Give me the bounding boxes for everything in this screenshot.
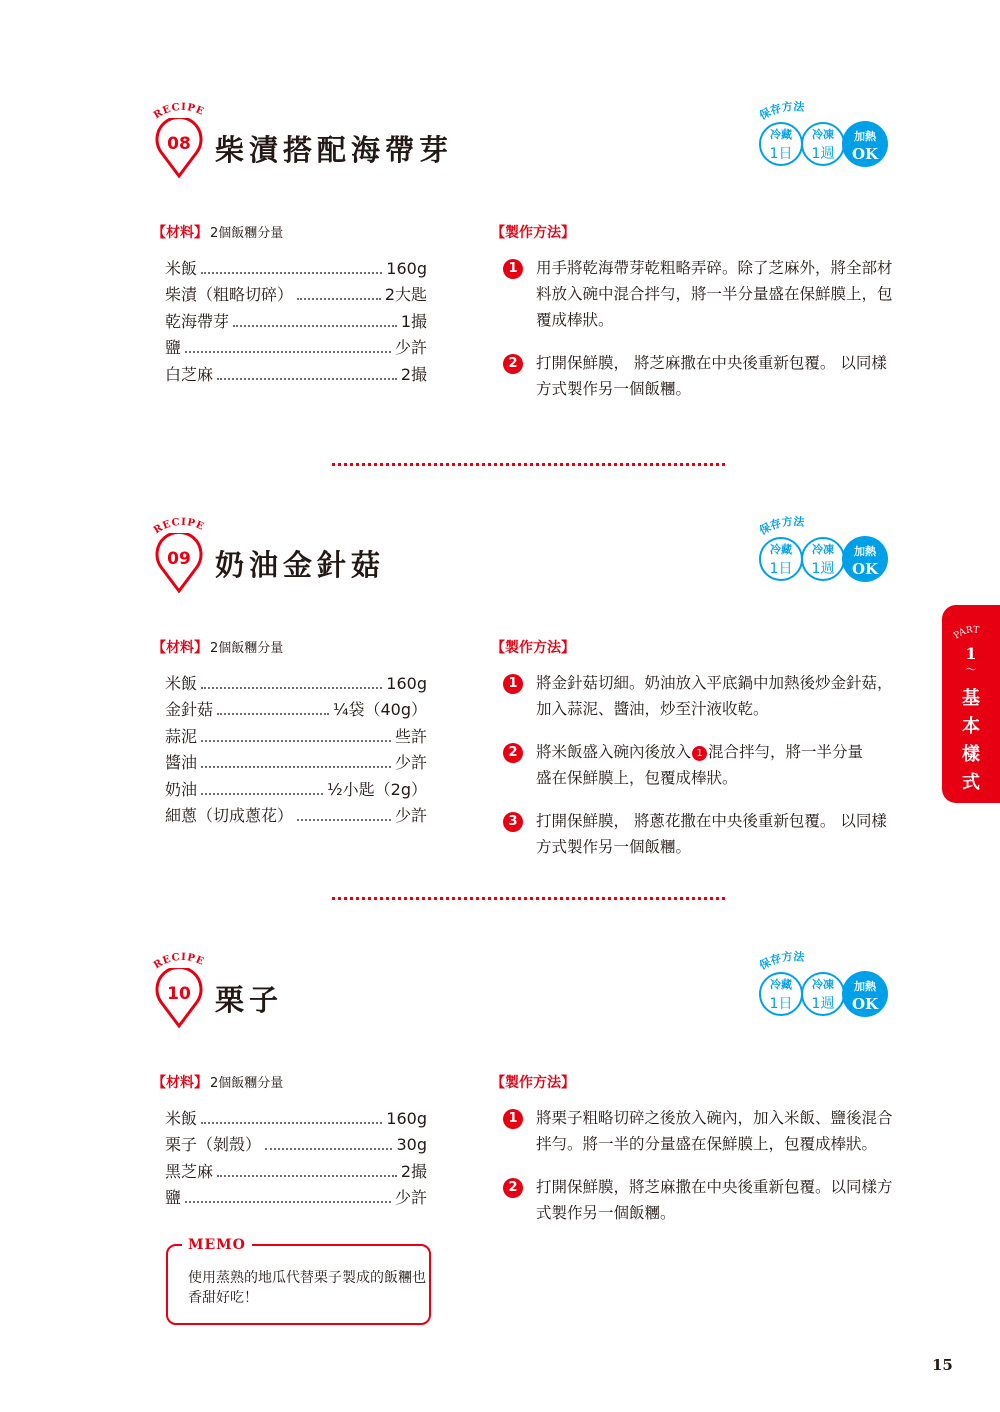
ingredient-row: 柴漬（粗略切碎） 2大匙 [165,285,427,304]
ingredient-row: 乾海帶芽 1撮 [165,311,427,331]
recipe-pin-icon [153,533,205,593]
method-step: 2 打開保鮮膜，將芝麻撒在中央後重新包覆。以同樣方式製作另一個飯糰。 [503,1174,895,1226]
svg-text:保存方法: 保存方法 [757,515,806,538]
ingredient-row: 奶油 ½小匙（2g） [165,779,427,799]
svg-text:加熱: 加熱 [854,130,876,143]
ingredient-list [165,1102,427,1208]
method-steps [503,670,895,877]
recipe-word-arc [150,100,210,120]
svg-text:1日: 1日 [769,996,793,1012]
step-number-icon: 3 [503,812,523,832]
storage-badge [752,515,892,587]
ingredient-row: 蒜泥 些許 [165,726,427,746]
svg-text:保存方法: 保存方法 [757,950,806,973]
recipe-word-arc [150,950,210,970]
svg-text:OK: OK [851,995,879,1013]
svg-text:1日: 1日 [769,561,793,577]
method-step: 2 打開保鮮膜， 將芝麻撒在中央後重新包覆。 以同樣方式製作另一個飯糰。 [503,350,895,402]
part-title: 基 本 樣 式 [962,688,980,793]
svg-text:1週: 1週 [811,561,835,577]
section-divider [332,463,725,466]
svg-text:冷藏: 冷藏 [770,128,792,141]
part-label-arc [942,605,1000,685]
recipe-pin-icon [153,118,205,178]
ingredient-row: 細蔥（切成蔥花） 少許 [165,806,427,825]
svg-text:RECIPE: RECIPE [151,951,206,970]
method-step: 1 將栗子粗略切碎之後放入碗內，加入米飯、鹽後混合拌勻。將一半的分量盛在保鮮膜上，包覆成棒狀。 [503,1105,895,1157]
svg-text:10: 10 [167,984,191,1004]
svg-text:OK: OK [851,145,879,163]
memo-text: 使用蒸熟的地瓜代替栗子製成的飯糰也香甜好吃！ [188,1270,426,1306]
recipe-pin-icon [153,968,205,1028]
svg-text:保存方法: 保存方法 [757,100,806,123]
svg-text:OK: OK [851,560,879,578]
method-step: 1 將金針菇切細。奶油放入平底鍋中加熱後炒金針菇，加入蒜泥、醬油，炒至汁液收乾。 [503,670,895,722]
step-number-icon: 1 [503,1109,523,1129]
ingredient-list [165,667,427,826]
materials-heading: 【材料】 2個飯糰分量 [152,1075,284,1091]
ingredient-row: 鹽 少許 [165,338,427,357]
svg-text:1週: 1週 [811,146,835,162]
ingredient-row: 金針菇 ¼袋（40g） [165,700,427,719]
ingredient-row: 米飯 160g [165,673,427,693]
step-number-icon: 2 [503,743,523,763]
svg-text:加熱: 加熱 [854,545,876,558]
svg-text:09: 09 [167,549,191,569]
step-number-icon: 2 [503,1178,523,1198]
method-step: 2 將米飯盛入碗內後放入 1 混合拌勻，將一半分量 盛在保鮮膜上，包覆成棒狀。 [503,739,895,791]
recipe-title: 柴漬搭配海帶芽 [215,133,454,167]
svg-text:1日: 1日 [769,146,793,162]
ingredient-list [165,252,427,385]
recipe-word-arc [150,515,210,535]
svg-text:冷凍: 冷凍 [812,543,834,556]
svg-text:RECIPE: RECIPE [151,516,206,535]
method-heading: 【製作方法】 [491,1075,575,1091]
method-steps [503,255,895,419]
step-number-icon: 2 [503,354,523,374]
section-divider [332,897,725,900]
step-number-icon: 1 [503,259,523,279]
storage-badge [752,100,892,172]
part-side-tab [942,605,1000,803]
svg-text:冷凍: 冷凍 [812,128,834,141]
method-heading: 【製作方法】 [491,640,575,656]
materials-heading: 【材料】 2個飯糰分量 [152,225,284,241]
svg-text:RECIPE: RECIPE [151,101,206,120]
recipe-09 [0,515,1000,875]
method-steps [503,1105,895,1243]
svg-text:冷藏: 冷藏 [770,978,792,991]
svg-text:加熱: 加熱 [854,980,876,993]
recipe-08 [0,100,1000,460]
ingredient-row: 鹽 少許 [165,1188,427,1207]
ingredient-row: 栗子（剝殼） 30g [165,1135,427,1154]
recipe-title: 栗子 [215,983,284,1017]
step-number-icon: 1 [503,674,523,694]
memo-box [166,1237,431,1325]
svg-text:1週: 1週 [811,996,835,1012]
method-step: 1 用手將乾海帶芽乾粗略弄碎。除了芝麻外，將全部材料放入碗中混合拌勻，將一半分量盛在保鮮膜上，包覆成棒狀。 [503,255,895,333]
method-step: 3 打開保鮮膜， 將蔥花撒在中央後重新包覆。 以同樣方式製作另一個飯糰。 [503,808,895,860]
ingredient-row: 米飯 160g [165,258,427,278]
svg-text:冷藏: 冷藏 [770,543,792,556]
ingredient-row: 醬油 少許 [165,753,427,772]
storage-badge [752,950,892,1022]
page-number: 15 [932,1356,953,1374]
memo-label: MEMO [182,1235,252,1255]
svg-text:〜: 〜 [965,663,977,676]
materials-heading: 【材料】 2個飯糰分量 [152,640,284,656]
ingredient-row: 白芝麻 2撮 [165,364,427,384]
svg-text:PART: PART [952,625,980,642]
svg-text:1: 1 [965,644,977,663]
svg-text:08: 08 [167,134,191,154]
method-heading: 【製作方法】 [491,225,575,241]
recipe-10 [0,950,1000,1310]
recipe-title: 奶油金針菇 [215,548,386,582]
ingredient-row: 米飯 160g [165,1108,427,1128]
svg-text:冷凍: 冷凍 [812,978,834,991]
ingredient-row: 黑芝麻 2撮 [165,1161,427,1181]
step-reference-icon: 1 [692,746,707,761]
